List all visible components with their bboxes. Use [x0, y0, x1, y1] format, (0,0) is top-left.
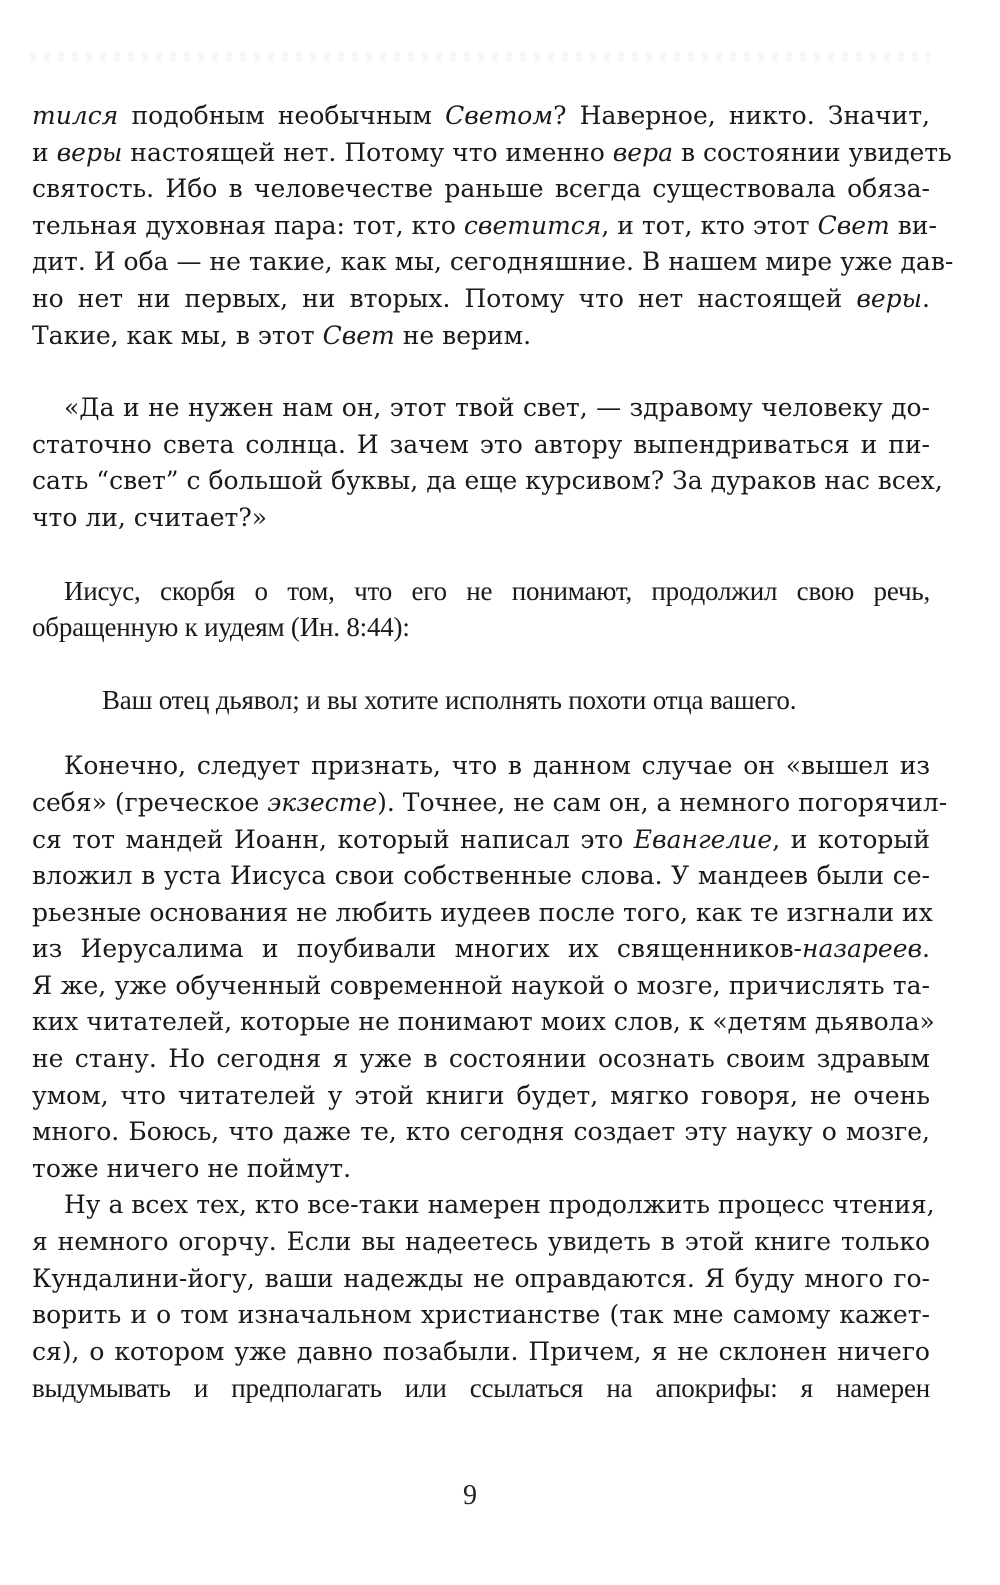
- text-line: [32, 1297, 930, 1334]
- text-run: Ну а всех тех, кто все-таки намерен продолжить процесс чтения,: [64, 1190, 935, 1220]
- text-run: Я же, уже обученный современной наукой о мозге, причислять та-: [32, 970, 930, 1000]
- text-run: ся), о котором уже давно позабыли. Причем, я не склонен ничего: [32, 1336, 930, 1366]
- italic-term: тился: [32, 101, 119, 130]
- text-run: Кундалини-йогу, ваши надежды не оправдаются. Я буду много го-: [32, 1263, 930, 1293]
- italic-term: вера: [612, 137, 674, 167]
- text-run: из Иерусалима и поубивали многих их священников-: [32, 934, 802, 964]
- paragraph-gap: [32, 646, 930, 682]
- text-line: [32, 1151, 930, 1188]
- text-run: ворить и о том изначальном христианстве (так мне самому кажет-: [32, 1300, 930, 1330]
- text-run: статочно света солнца. И зачем это автору выпендриваться и пи-: [32, 429, 930, 459]
- italic-term: Свет: [817, 210, 890, 240]
- text-run: .: [922, 283, 930, 313]
- text-line: [32, 1261, 930, 1298]
- text-run: и: [32, 137, 57, 167]
- text-run: не верим.: [394, 320, 532, 350]
- text-line: [32, 463, 943, 500]
- text-run: , и тот, кто этот: [601, 210, 818, 240]
- text-line: [32, 135, 952, 172]
- text-line: [32, 858, 930, 895]
- text-line: [32, 171, 930, 208]
- text-line: [32, 1114, 930, 1151]
- text-line: [32, 390, 930, 427]
- text-run: тоже ничего не поймут.: [32, 1153, 352, 1183]
- text-line: [32, 573, 930, 610]
- text-run: сать “свет” с большой буквы, да еще курсивом? За дураков нас всех,: [32, 466, 943, 496]
- text-run: много. Боюсь, что даже те, кто сегодня создает эту науку о мозге,: [32, 1117, 930, 1147]
- paragraph-commentary: [32, 748, 948, 1187]
- text-run: ). Точнее, не сам он, а немного погорячил-: [377, 787, 948, 817]
- text-line: [32, 244, 954, 281]
- text-line: [32, 1334, 930, 1371]
- text-run: в состоянии увидеть: [673, 137, 952, 167]
- italic-term: назареев: [801, 934, 923, 964]
- text-line: [32, 98, 930, 135]
- show-through-artifact: [30, 52, 930, 62]
- text-run: но нет ни первых, ни вторых. Потому что нет настоящей: [32, 283, 857, 313]
- text-line: [32, 822, 930, 859]
- text-run: обращенную к иудеям (Ин. 8:44):: [32, 612, 410, 643]
- text-line: [32, 1224, 930, 1261]
- text-run: рьезные основания не любить иудеев после того, как те изгнали их: [32, 897, 933, 927]
- text-run: святость. Ибо в человечестве раньше всегда существовала обяза-: [32, 174, 930, 204]
- text-run: ких читателей, которые не понимают моих слов, к «детям дьявола»: [32, 1007, 935, 1037]
- text-run: , и который: [772, 824, 930, 854]
- text-line: [32, 895, 933, 932]
- text-run: Такие, как мы, в этот: [32, 320, 323, 350]
- italic-term: веры: [856, 283, 923, 313]
- text-line: [32, 1004, 935, 1041]
- paragraph-warning: [32, 1187, 935, 1407]
- text-run: умом, что читателей у этой книги будет, мягко говоря, не очень: [32, 1080, 930, 1110]
- text-line: [32, 968, 930, 1005]
- text-line: [32, 609, 930, 646]
- text-run: вложил в уста Иисуса свои собственные слова. У мандеев были се-: [32, 861, 930, 891]
- text-run: «Да и не нужен нам он, этот твой свет, — здравому человеку до-: [64, 393, 930, 423]
- italic-term: Свет: [322, 320, 395, 350]
- text-run: Конечно, следует признать, что в данном случае он «вышел из: [64, 751, 930, 781]
- page-number: 9: [463, 1480, 477, 1511]
- italic-term: Светом: [445, 101, 554, 130]
- text-line: [32, 427, 930, 464]
- text-line: [32, 1370, 930, 1407]
- text-line: [32, 318, 930, 355]
- text-run: я немного огорчу. Если вы надеетесь увидеть в этой книге только: [32, 1227, 930, 1257]
- text-run: .: [922, 934, 930, 964]
- italic-term: экзесте: [267, 787, 378, 817]
- italic-term: светится: [463, 210, 602, 240]
- paragraph-jesus-speech: [32, 573, 930, 646]
- text-run: себя» (греческое: [32, 787, 268, 817]
- text-line: [32, 1078, 930, 1115]
- scripture-quote: [32, 682, 930, 719]
- text-line: [32, 1187, 935, 1224]
- text-run: ви-: [889, 210, 937, 240]
- text-line: [32, 208, 937, 245]
- italic-term: Евангелие: [633, 824, 773, 854]
- text-run: Иисус, скорбя о том, что его не понимают, продолжил свою речь,: [64, 575, 930, 606]
- text-run: что ли, считает?»: [32, 502, 268, 532]
- text-line: [32, 500, 930, 537]
- text-run: выдумывать и предполагать или ссылаться на апокрифы: я намерен: [32, 1373, 930, 1404]
- text-run: дит. И оба — не такие, как мы, сегодняшние. В нашем мире уже дав-: [32, 247, 954, 277]
- text-line: [32, 1041, 930, 1078]
- text-line: [32, 931, 930, 968]
- paragraph-gap: [32, 537, 930, 573]
- text-run: подобным необычным: [118, 101, 446, 130]
- book-page: [32, 98, 954, 1407]
- text-run: ? Наверное, никто. Значит,: [553, 101, 930, 130]
- quote-text: Ваш отец дьявол; и вы хотите исполнять похоти отца вашего.: [102, 684, 797, 715]
- paragraph-gap: [32, 718, 930, 748]
- paragraph-reader-objection: [32, 390, 943, 536]
- text-line: [32, 281, 930, 318]
- paragraph-continuation: [32, 98, 954, 354]
- text-run: не стану. Но сегодня я уже в состоянии осознать своим здравым: [32, 1044, 930, 1074]
- text-run: тельная духовная пара: тот, кто: [32, 210, 464, 240]
- italic-term: веры: [56, 137, 123, 167]
- text-run: настоящей нет. Потому что именно: [122, 137, 613, 167]
- paragraph-gap: [32, 354, 930, 390]
- text-run: ся тот мандей Иоанн, который написал это: [32, 824, 634, 854]
- text-line: [32, 748, 930, 785]
- text-line: [32, 785, 948, 822]
